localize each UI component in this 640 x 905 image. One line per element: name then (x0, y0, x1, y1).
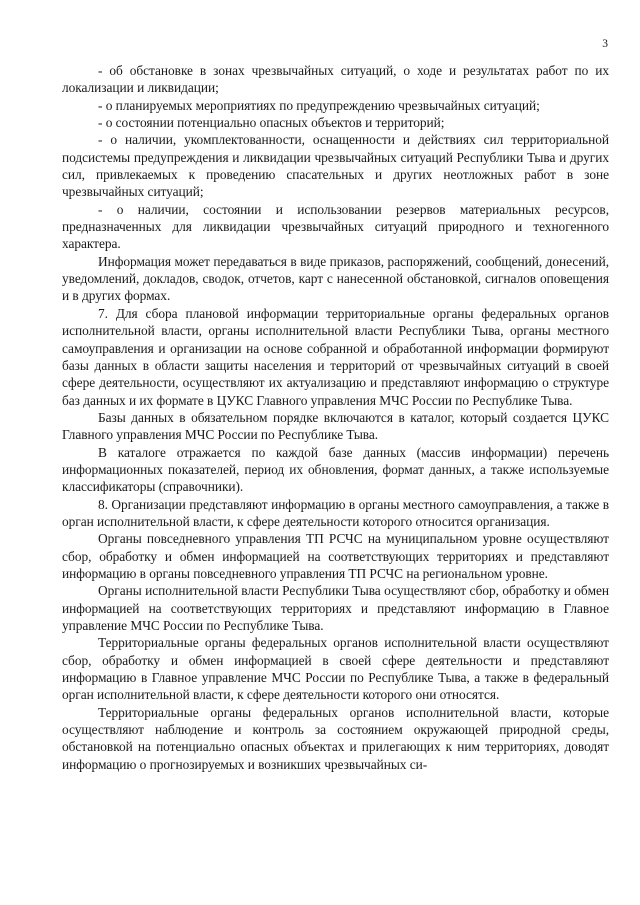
paragraph: Информация может передаваться в виде приказов, распоряжений, сообщений, донесений, уведомлений, докладов, сводок, отчетов, карт с нанесенной обстановкой, сигналов оповещения и в других формах. (62, 253, 609, 304)
paragraph: 8. Организации представляют информацию в органы местного самоуправления, а также в орган исполнительной власти, к сфере деятельности которого относится организация. (62, 496, 609, 529)
paragraph: Базы данных в обязательном порядке включаются в каталог, который создается ЦУКС Главного управления МЧС России по Республике Тыва. (62, 409, 609, 443)
document-body (62, 62, 609, 773)
page-number: 3 (602, 38, 608, 50)
paragraph: - об обстановке в зонах чрезвычайных ситуаций, о ходе и результатах работ по их локализации и ликвидации; (62, 63, 609, 96)
paragraph: Территориальные органы федеральных органов исполнительной власти осуществляют сбор, обработку и обмен информацией в своей сфере деятельности и представляют информацию в Главное управление МЧС России по Республике Тыва, а также в федеральный орган исполнительной власти, к сфере деятельности которого они относятся. (62, 635, 609, 703)
paragraph: - о состоянии потенциально опасных объектов и территорий; (98, 115, 445, 131)
paragraph: В каталоге отражается по каждой базе данных (массив информации) перечень информационных показателей, период их обновления, формат данных, а также используемые классификаторы (справочники). (62, 444, 609, 495)
paragraph: - о наличии, укомплектованности, оснащенности и действиях сил территориальной подсистемы предупреждения и ликвидации чрезвычайных ситуаций Республики Тыва и других сил, привлекаемых к проведению спасательных и других неотложных работ в зоне чрезвычайных ситуаций; (62, 132, 609, 200)
paragraph: Территориальные органы федеральных органов исполнительной власти, которые осуществляют наблюдение и контроль за состоянием окружающей природной среды, обстановкой на потенциально опасных объектах и прилегающих к ним территориях, доводят информацию о прогнозируемых и возникших чрезвычайных си- (62, 704, 609, 772)
paragraph: 7. Для сбора плановой информации территориальные органы федеральных органов исполнительной власти, органы исполнительной власти Республики Тыва, органы местного самоуправления и организации на основе собранной и обработанной информации формируют базы данных в области защиты населения и территорий от чрезвычайных ситуаций в своей сфере деятельности, осуществляют их актуализацию и представляют информацию о структуре баз данных и их формате в ЦУКС Главного управления МЧС России по Республике Тыва. (62, 305, 609, 408)
paragraph: Органы исполнительной власти Республики Тыва осуществляют сбор, обработку и обмен информацией на соответствующих территориях и представляют информацию в Главное управление МЧС России по Республике Тыва. (62, 583, 609, 633)
paragraph: - о наличии, состоянии и использовании резервов материальных ресурсов, предназначенных для ликвидации чрезвычайных ситуаций природного и техногенного характера. (62, 201, 609, 252)
paragraph: - о планируемых мероприятиях по предупреждению чрезвычайных ситуаций; (98, 97, 540, 113)
paragraph: Органы повседневного управления ТП РСЧС на муниципальном уровне осуществляют сбор, обработку и обмен информацией на соответствующих территориях и представляют информацию в органы повседневного управления ТП РСЧС на региональном уровне. (62, 531, 609, 581)
